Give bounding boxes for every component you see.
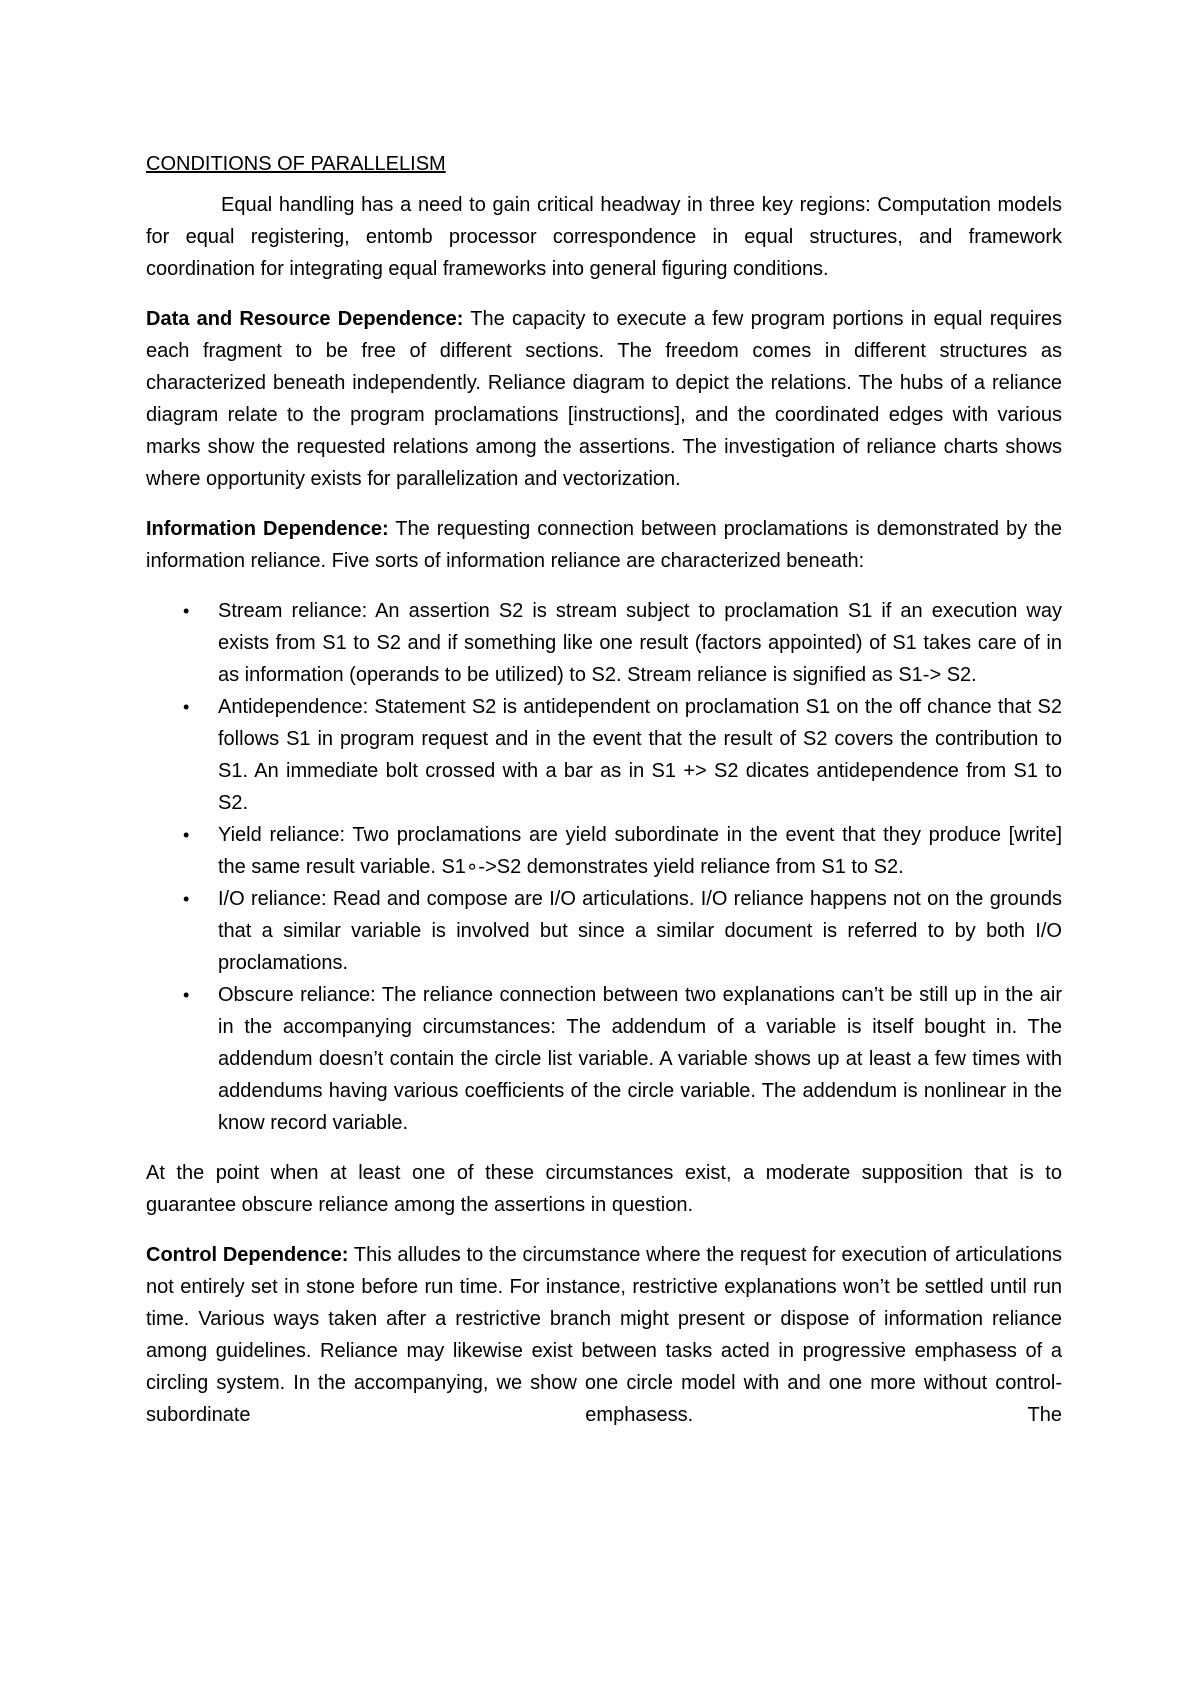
list-item: [183, 819, 1062, 883]
information-label: Information Dependence:: [146, 518, 389, 540]
bullet-icon: •: [183, 889, 190, 909]
control-paragraph: [146, 1239, 1062, 1431]
list-item-text: Yield reliance: Two proclamations are yield subordinate in the event that they produce [write] the same result variable. S1∘->S2 demonstrates yield reliance from S1 to S2.: [218, 824, 1062, 878]
document-page: [146, 148, 1062, 1449]
list-item: [183, 595, 1062, 691]
list-item: [183, 883, 1062, 979]
list-item-text: Obscure reliance: The reliance connection between two explanations can’t be still up in the air in the accompanying circumstances: The addendum of a variable is itself bought in. The addendum doesn’t contain the circle list variable. A variable shows up at least a few times with addendums having various coefficients of the circle variable. The addendum is nonlinear in the know record variable.: [218, 984, 1062, 1134]
list-item-text: I/O reliance: Read and compose are I/O articulations. I/O reliance happens not on the grounds that a similar variable is involved but since a similar document is referred to by both I/O proclamations.: [218, 888, 1062, 974]
list-item: [183, 691, 1062, 819]
control-label: Control Dependence:: [146, 1244, 349, 1266]
conclusion-paragraph: At the point when at least one of these circumstances exist, a moderate supposition that is to guarantee obscure reliance among the assertions in question.: [146, 1162, 1062, 1216]
list-item: [183, 979, 1062, 1139]
list-item-text: Stream reliance: An assertion S2 is stream subject to proclamation S1 if an execution way exists from S1 to S2 and if something like one result (factors appointed) of S1 takes care of in as information (operands to be utilized) to S2. Stream reliance is signified as S1-> S2.: [218, 600, 1062, 686]
information-paragraph: [146, 513, 1062, 577]
page-title: CONDITIONS OF PARALLELISM: [146, 153, 446, 175]
information-text: The requesting connection between proclamations is demonstrated by the information reliance. Five sorts of information reliance are characterized beneath:: [146, 518, 1062, 572]
bullet-icon: •: [183, 601, 190, 621]
bullet-icon: •: [183, 825, 190, 845]
list-item-text: Antidependence: Statement S2 is antidependent on proclamation S1 on the off chance that S2 follows S1 in program request and in the event that the result of S2 covers the contribution to S1. An immediate bolt crossed with a bar as in S1 +> S2 dicates antidependence from S1 to S2.: [218, 696, 1062, 814]
intro-paragraph: Equal handling has a need to gain critical headway in three key regions: Computation models for equal registering, entomb processor correspondence in equal structures, and framework coordination for integrating equal frameworks into general figuring conditions.: [146, 194, 1062, 280]
bullet-icon: •: [183, 985, 190, 1005]
data-resource-label: Data and Resource Dependence:: [146, 308, 464, 330]
bullet-icon: •: [183, 697, 190, 717]
control-text: This alludes to the circumstance where the request for execution of articulations not entirely set in stone before run time. For instance, restrictive explanations won’t be settled until run time. Various ways taken after a restrictive branch might present or dispose of information reliance among guidelines. Reliance may likewise exist between tasks acted in progressive emphasess of a circling system. In the accompanying, we show one circle model with and one more without control-subordinate emphasess. The: [146, 1244, 1062, 1426]
data-resource-paragraph: [146, 303, 1062, 495]
dependence-list: [146, 595, 1062, 1139]
data-resource-text: The capacity to execute a few program portions in equal requires each fragment to be free of different sections. The freedom comes in different structures as characterized beneath independently. Reliance diagram to depict the relations. The hubs of a reliance diagram relate to the program proclamations [instructions], and the coordinated edges with various marks show the requested relations among the assertions. The investigation of reliance charts shows where opportunity exists for parallelization and vectorization.: [146, 308, 1062, 490]
